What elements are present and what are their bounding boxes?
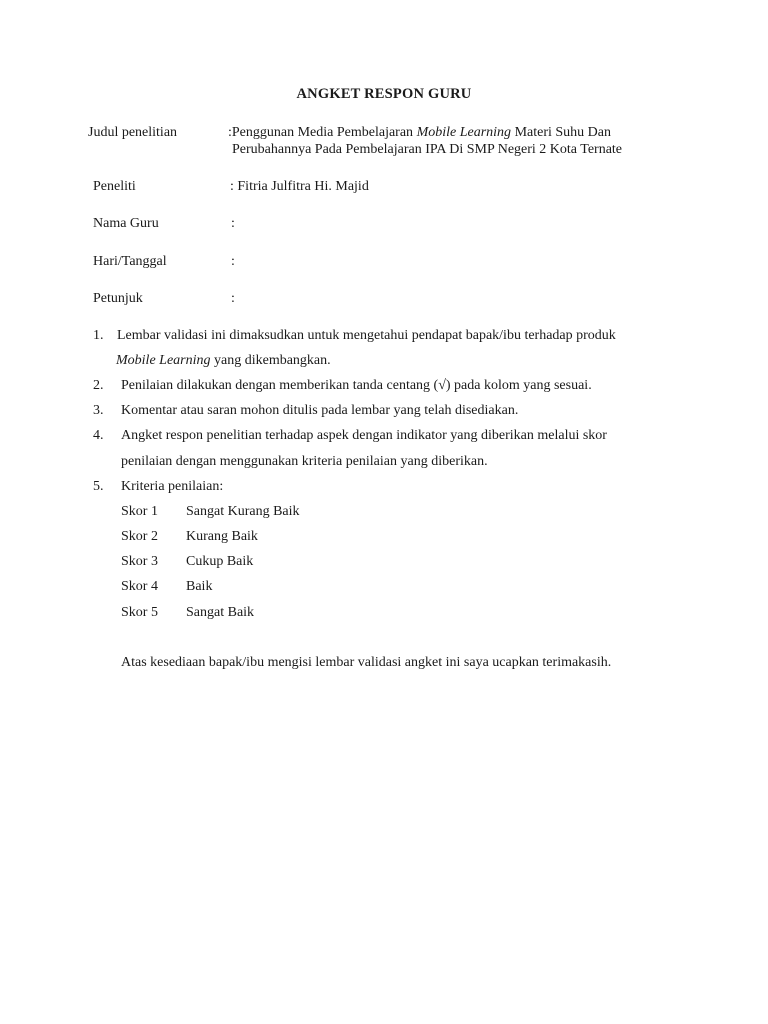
judul-line2: Perubahannya Pada Pembelajaran IPA Di SMP Negeri 2 Kota Ternate [232,142,623,157]
judul-value [228,125,611,142]
closing-text: Atas kesediaan bapak/ibu mengisi lembar validasi angket ini saya ucapkan terimakasih. [121,655,612,670]
hari-tanggal-value: : [231,254,235,269]
peneliti-label: Peneliti [93,179,136,194]
nama-guru-value: : [231,216,235,231]
hari-tanggal-label: Hari/Tanggal [93,254,167,269]
instruction-3-number: 3. [93,403,104,418]
score-description: Sangat Kurang Baik [186,504,300,519]
score-label: Skor 2 [121,529,158,544]
score-description: Sangat Baik [186,605,255,620]
score-description: Cukup Baik [186,554,254,569]
document-title: ANGKET RESPON GURU [296,86,472,102]
judul-label: Judul penelitian [88,125,178,140]
instruction-1-line1: Lembar validasi ini dimaksudkan untuk mengetahui pendapat bapak/ibu terhadap produk [117,328,616,343]
peneliti-value: : Fitria Julfitra Hi. Majid [230,179,369,194]
score-label: Skor 3 [121,554,158,569]
judul-part1: Penggunan Media Pembelajaran [231,125,417,140]
score-description: Baik [186,579,213,594]
instruction-1-line2 [116,353,331,370]
score-label: Skor 5 [121,605,158,620]
petunjuk-label: Petunjuk [93,291,143,306]
instruction-2-text: Penilaian dilakukan dengan memberikan tanda centang (√) pada kolom yang sesuai. [121,378,592,393]
instruction-1-rest: yang dikembangkan. [210,353,331,368]
judul-colon: : [228,125,232,140]
judul-part2: Materi Suhu Dan [511,125,611,140]
instruction-3-text: Komentar atau saran mohon ditulis pada lembar yang telah disediakan. [121,403,519,418]
instruction-2-number: 2. [93,378,104,393]
instruction-1-italic: Mobile Learning [116,353,211,368]
nama-guru-label: Nama Guru [93,216,159,231]
judul-italic: Mobile Learning [416,125,512,140]
instruction-5-text: Kriteria penilaian: [121,479,224,494]
score-description: Kurang Baik [186,529,258,544]
instruction-4-line2: penilaian dengan menggunakan kriteria penilaian yang diberikan. [121,454,488,469]
score-label: Skor 4 [121,579,158,594]
instruction-5-number: 5. [93,479,104,494]
petunjuk-value: : [231,291,235,306]
score-label: Skor 1 [121,504,158,519]
instruction-4-line1: Angket respon penelitian terhadap aspek dengan indikator yang diberikan melalui skor [121,428,607,443]
instruction-4-number: 4. [93,428,104,443]
instruction-1-number: 1. [93,328,104,343]
